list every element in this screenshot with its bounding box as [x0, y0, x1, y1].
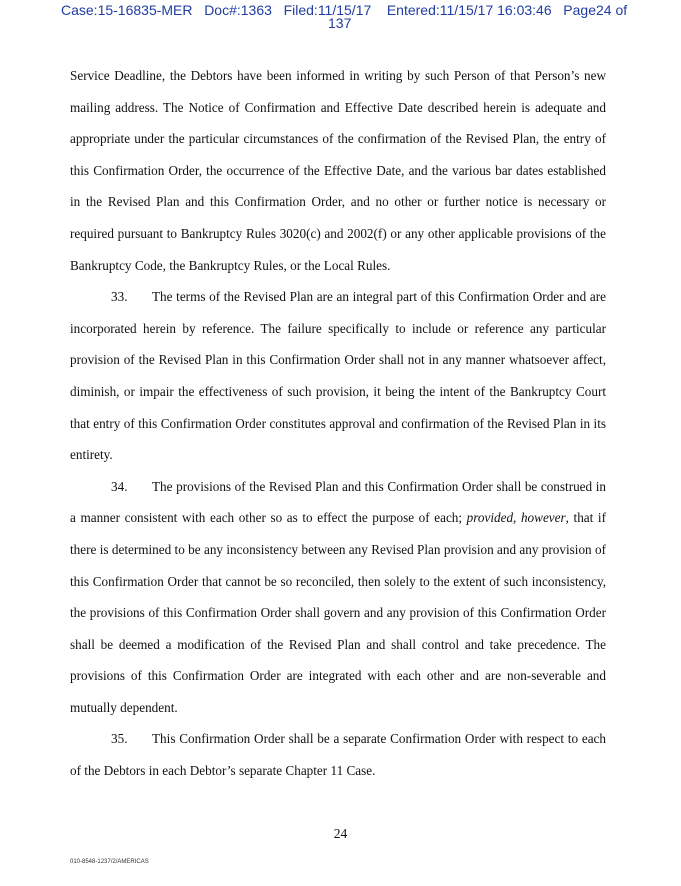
stamp-page-total: 137: [328, 15, 352, 31]
paragraph-text: This Confirmation Order shall be a separate Confirmation Order with respect to each of the Debtors in each Debtor’s separate Chapter 11 Case.: [70, 731, 606, 779]
document-body: [70, 60, 606, 787]
paragraph-33: [70, 281, 606, 471]
stamp-filed: Filed:11/15/17: [283, 2, 372, 18]
paragraph-number: 35.: [111, 731, 128, 747]
paragraph-number: 33.: [111, 289, 128, 305]
paragraph-italic-text: provided, however: [466, 510, 566, 526]
stamp-page: Page24 of: [563, 2, 628, 18]
document-id: 010-8548-1237/2/AMERICAS: [70, 859, 149, 865]
paragraph-34: [70, 471, 606, 724]
paragraph-text: Service Deadline, the Debtors have been informed in writing by such Person of that Person’s new mailing address. The Notice of Confirmation and Effective Date described herein is adequate and appropriate under the particular circumstances of the confirmation of the Revised Plan, the entry of this Confirmation Order, the occurrence of the Effective Date, and the various bar dates established in the Revised Plan and this Confirmation Order, and no other or further notice is necessary or required pursuant to Bankruptcy Rules 3020(c) and 2002(f) or any other applicable provisions of the Bankruptcy Code, the Bankruptcy Rules, or the Local Rules.: [70, 68, 606, 273]
stamp-entered: Entered:11/15/17 16:03:46: [386, 2, 552, 18]
stamp-doc: Doc#:1363: [204, 2, 272, 18]
paragraph-text: The terms of the Revised Plan are an integral part of this Confirmation Order and are incorporated herein by reference. The failure specifically to include or reference any particular provision of the Revised Plan in this Confirmation Order shall not in any manner whatsoever affect, diminish, or impair the effectiveness of such provision, it being the intent of the Bankruptcy Court that entry of this Confirmation Order constitutes approval and confirmation of the Revised Plan in its entirety.: [70, 289, 606, 463]
stamp-case: Case:15-16835-MER: [61, 2, 193, 18]
page-number: 24: [333, 826, 348, 841]
paragraph-continuation: [70, 60, 606, 281]
paragraph-35: [70, 723, 606, 786]
paragraph-number: 34.: [111, 478, 128, 494]
paragraph-text: The provisions of the Revised Plan and this Confirmation Order shall be construed in a manner consistent with each other so as to effect the purpose of each;: [70, 478, 606, 526]
paragraph-text-continued: , that if there is determined to be any inconsistency between any Revised Plan provision and any provision of this Confirmation Order that cannot be so reconciled, then solely to the extent of such inconsistency, the provisions of this Confirmation Order shall govern and any provision of this Confirmation Order shall be deemed a modification of the Revised Plan and shall control and take precedence. The provisions of this Confirmation Order are integrated with each other and are non-severable and mutually dependent.: [70, 510, 606, 715]
